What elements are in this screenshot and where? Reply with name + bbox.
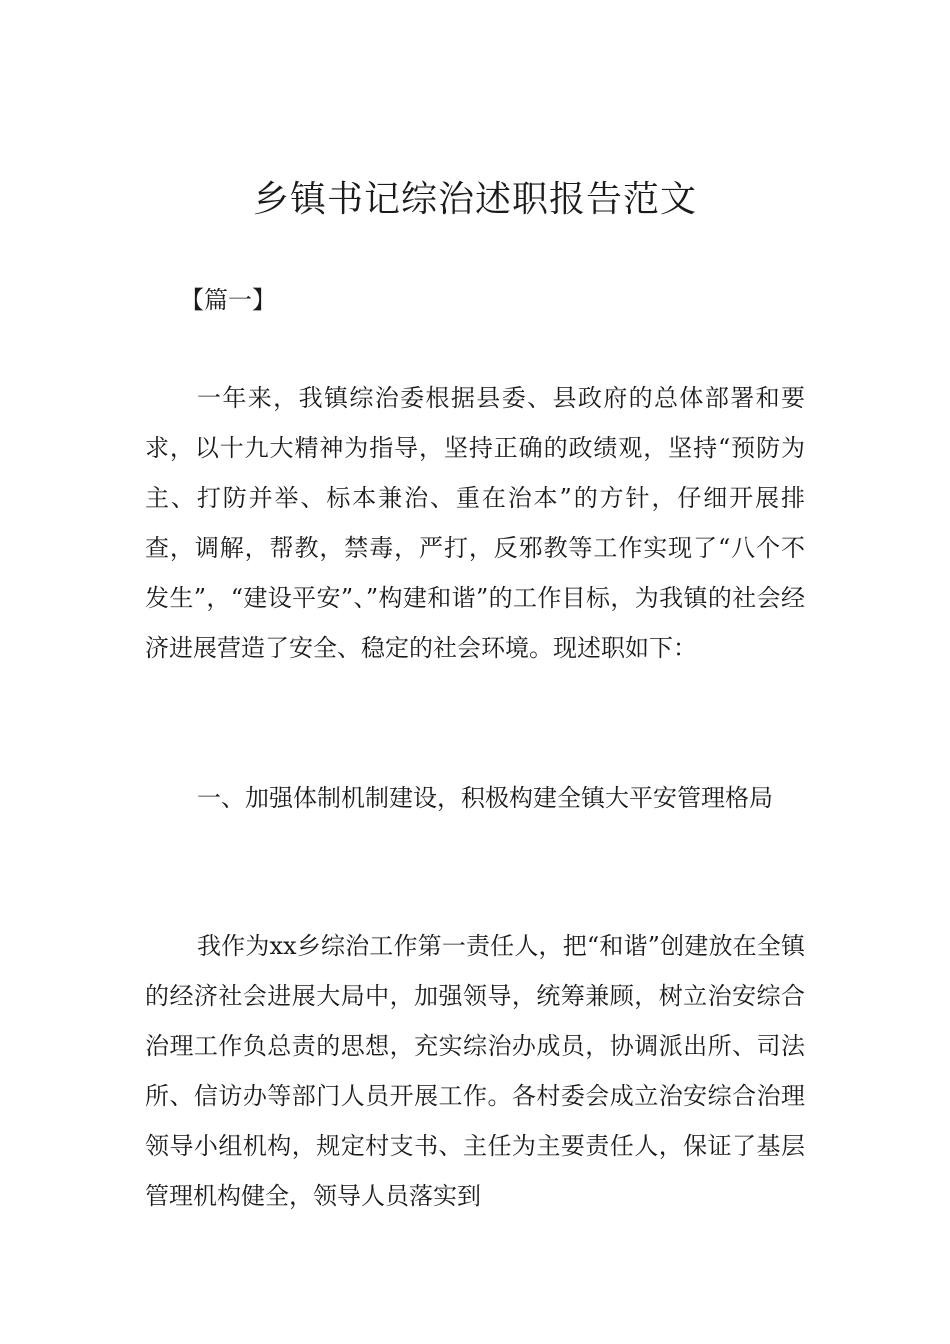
paragraph-heading-one: 一、加强体制机制建设，积极构建全镇大平安管理格局: [197, 784, 773, 812]
paragraph-body: 我作为xx乡综治工作第一责任人，把“和谐”创建放在全镇的经济社会进展大局中，加强领导，统筹兼顾，树立治安综合治理工作负总责的思想，充实综治办成员，协调派出所、司法所、信访办等部门人员开展工作。各村委会成立治安综合治理领导小组机构，规定村支书、主任为主要责任人，保证了基层管理机构健全，领导人员落实到: [145, 932, 805, 1210]
section-label: 【篇一】: [180, 286, 276, 314]
document-title: 乡镇书记综治述职报告范文: [252, 179, 697, 220]
paragraph-intro: 一年来，我镇综治委根据县委、县政府的总体部署和要求，以十九大精神为指导，坚持正确的政绩观，坚持“预防为主、打防并举、标本兼治、重在治本”的方针，仔细开展排查，调解，帮教，禁毒，严打，反邪教等工作实现了“八个不发生”，“建设平安”、”构建和谐”的工作目标，为我镇的社会经济进展营造了安全、稳定的社会环境。现述职如下：: [145, 384, 805, 662]
